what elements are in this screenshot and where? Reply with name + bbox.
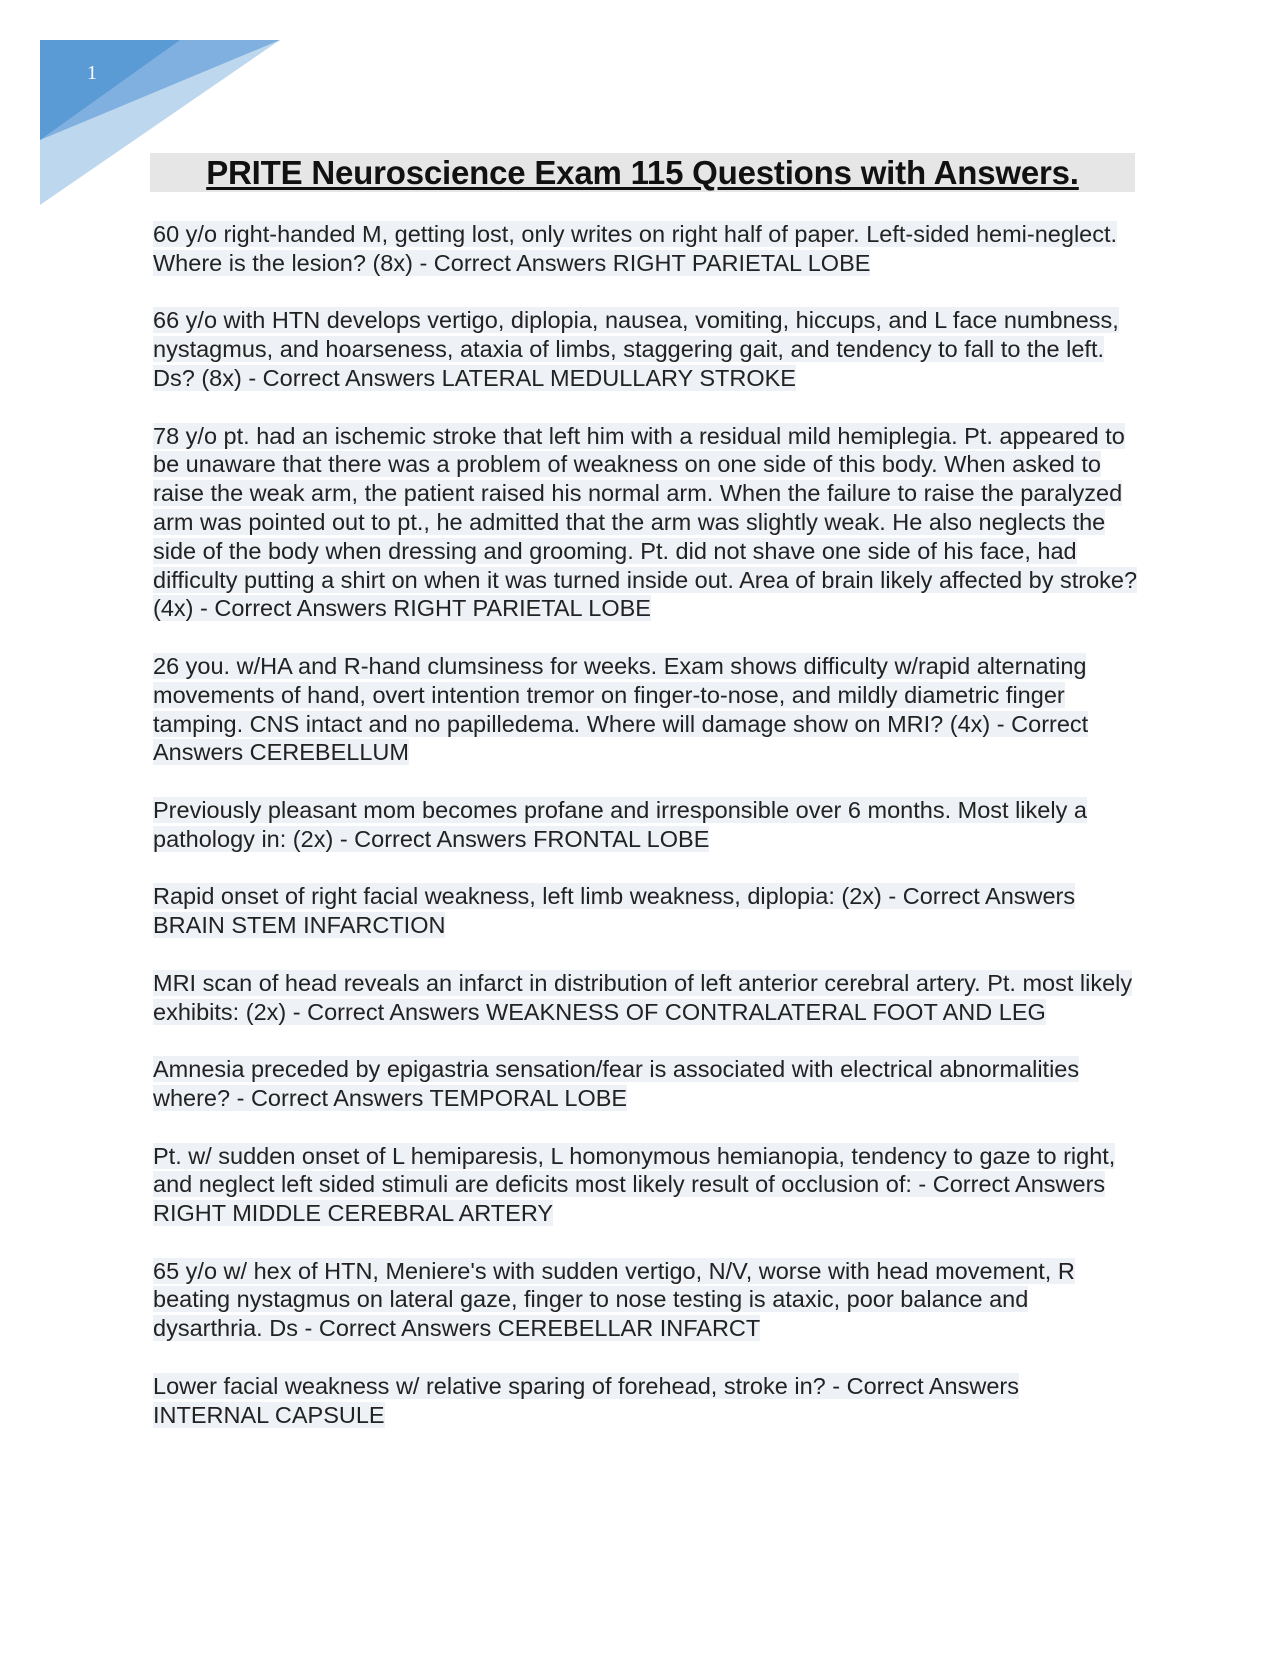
answer-text: - Correct Answers RIGHT PARIETAL LOBE (419, 249, 871, 276)
answer-text: - Correct Answers FRONTAL LOBE (339, 825, 710, 852)
question-text: 60 y/o right-handed M, getting lost, only writes on right half of paper. Left-sided hemi-neglect. Where is the lesion? (8x) (153, 221, 1118, 276)
question-text: 78 y/o pt. had an ischemic stroke that left him with a residual mild hemiplegia. Pt. appeared to be unaware that there was a problem of weakness on one side of this body. When asked to raise the weak arm, the patient raised his normal arm. When the failure to raise the paralyzed arm was pointed out to pt., he admitted that the arm was slightly weak. He also neglects the side of the body when dressing and grooming. Pt. did not shave one side of his face, had difficulty putting a shirt on when it was turned inside out. Area of brain likely affected by stroke? (4x) (153, 422, 1138, 622)
answer-text: - Correct Answers CEREBELLUM (153, 710, 1089, 766)
question-text: Amnesia preceded by epigastria sensation/fear is associated with electrical abnormalities where? (153, 1056, 1080, 1111)
question-text: Pt. w/ sudden onset of L hemiparesis, L homonymous hemianopia, tendency to gaze to right, and neglect left sided stimuli are deficits most likely result of occlusion of: (153, 1142, 1116, 1198)
qa-list (153, 220, 1138, 1458)
document-title: PRITE Neuroscience Exam 115 Questions with Answers. (206, 154, 1079, 191)
page-number: 1 (87, 62, 97, 84)
question-text: Rapid onset of right facial weakness, left limb weakness, diplopia: (2x) (153, 883, 882, 910)
qa-item (153, 306, 1138, 392)
qa-item (153, 220, 1138, 278)
answer-text: - Correct Answers RIGHT PARIETAL LOBE (200, 595, 651, 622)
qa-item (153, 1257, 1138, 1343)
title-bar (150, 153, 1135, 192)
answer-text: - Correct Answers BRAIN STEM INFARCTION (153, 883, 1076, 939)
answer-text: - Correct Answers LATERAL MEDULLARY STROKE (248, 364, 796, 391)
question-text: Lower facial weakness w/ relative sparing of forehead, stroke in? (153, 1372, 826, 1399)
qa-item (153, 422, 1138, 624)
answer-text: - Correct Answers INTERNAL CAPSULE (153, 1372, 1019, 1428)
answer-text: - Correct Answers CEREBELLAR INFARCT (304, 1315, 761, 1342)
answer-text: - Correct Answers WEAKNESS OF CONTRALATERAL FOOT AND LEG (292, 998, 1046, 1025)
qa-item (153, 652, 1138, 767)
question-text: MRI scan of head reveals an infarct in distribution of left anterior cerebral artery. Pt. most likely exhibits: (2x) (153, 969, 1133, 1025)
qa-item (153, 1055, 1138, 1113)
answer-text: - Correct Answers TEMPORAL LOBE (236, 1084, 628, 1111)
qa-item (153, 1372, 1138, 1430)
qa-item (153, 796, 1138, 854)
question-text: 65 y/o w/ hex of HTN, Meniere's with sudden vertigo, N/V, worse with head movement, R beating nystagmus on lateral gaze, finger to nose testing is ataxic, poor balance and dysarthria. Ds (153, 1257, 1075, 1342)
qa-item (153, 882, 1138, 940)
answer-text: - Correct Answers RIGHT MIDDLE CEREBRAL ARTERY (153, 1171, 1106, 1227)
question-text: 26 you. w/HA and R-hand clumsiness for weeks. Exam shows difficulty w/rapid alternating movements of hand, overt intention tremor on finger-to-nose, and mildly diametric finger tamping. CNS intact and no papilledema. Where will damage show on MRI? (4x) (153, 652, 1087, 737)
qa-item (153, 969, 1138, 1027)
question-text: 66 y/o with HTN develops vertigo, diplopia, nausea, vomiting, hiccups, and L face numbness, nystagmus, and hoarseness, ataxia of limbs, staggering gait, and tendency to fall to the left. Ds? (8x) (153, 307, 1119, 391)
question-text: Previously pleasant mom becomes profane and irresponsible over 6 months. Most likely a pathology in: (2x) (153, 796, 1087, 852)
qa-item (153, 1142, 1138, 1228)
